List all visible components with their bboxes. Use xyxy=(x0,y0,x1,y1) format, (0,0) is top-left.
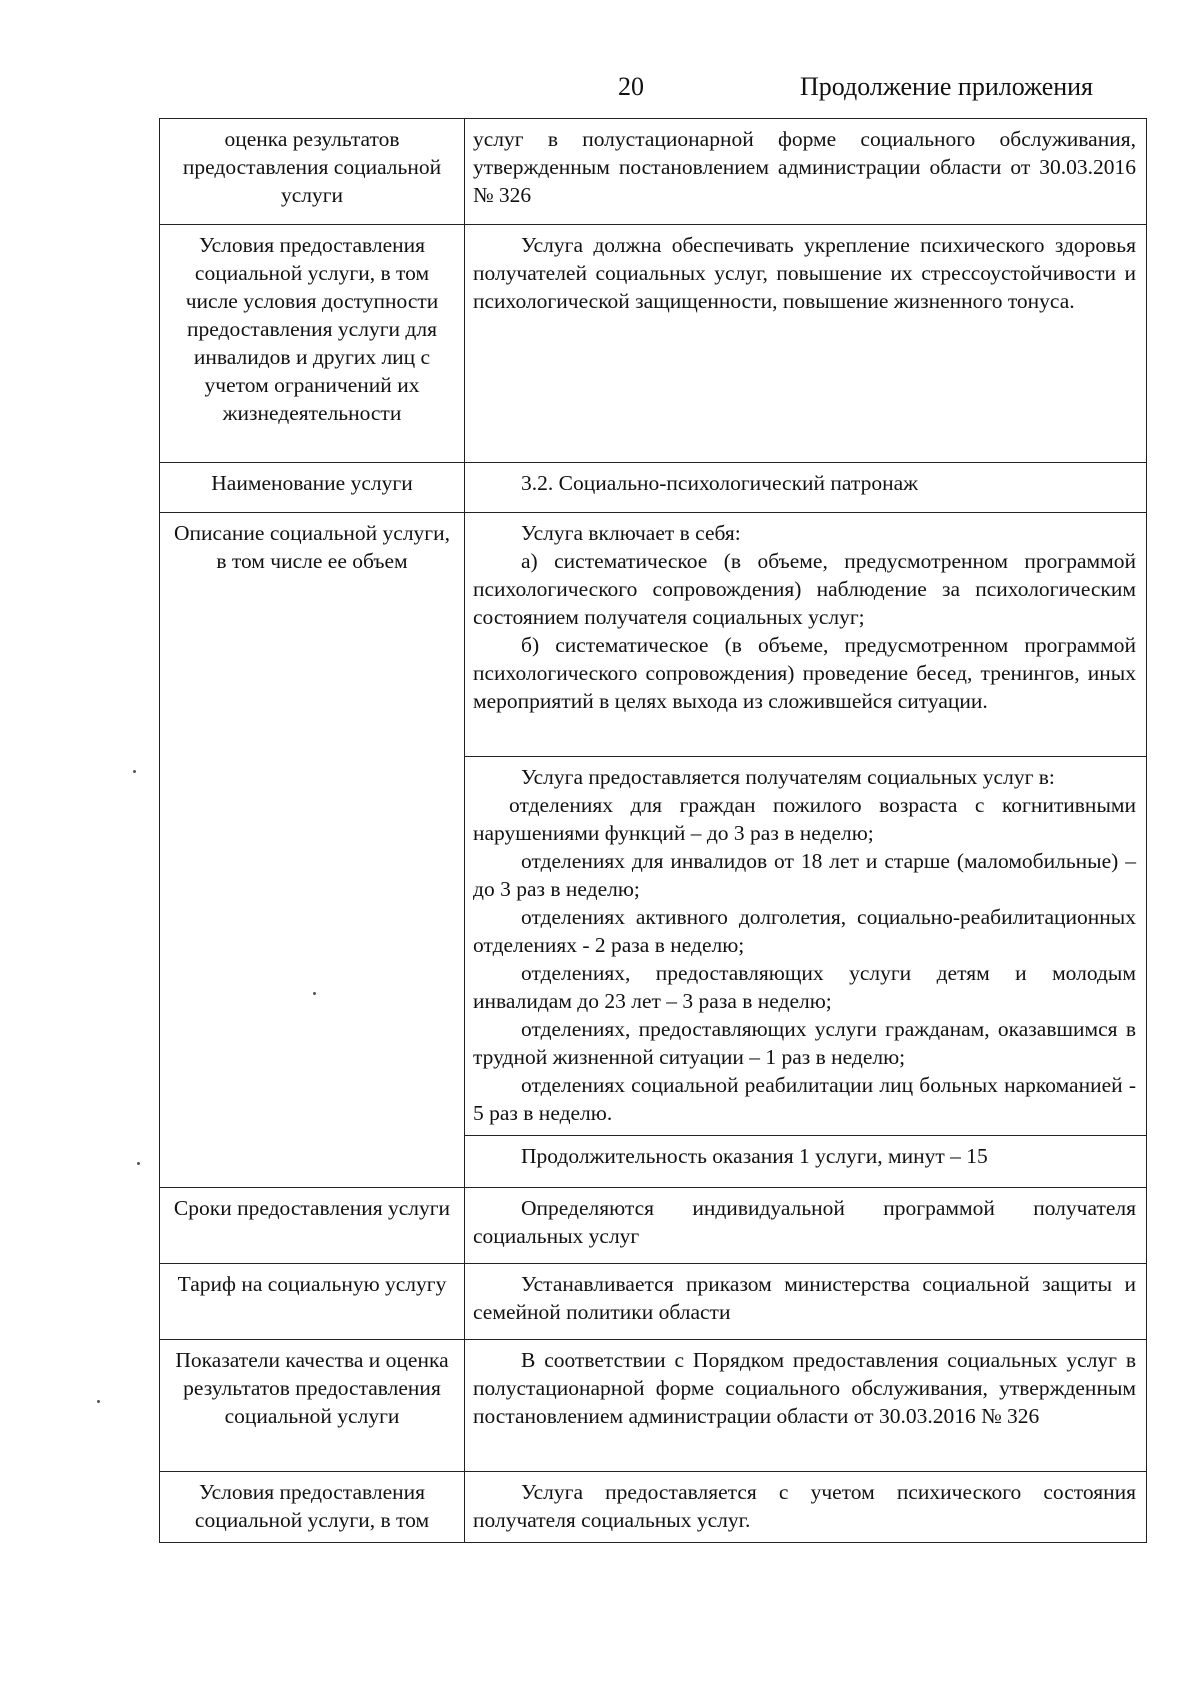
list-item: отделениях социальной реабилитации лиц больных наркоманией - 5 раз в неделю. xyxy=(473,1073,1136,1125)
table-row xyxy=(160,513,1147,757)
table-row xyxy=(160,1264,1147,1340)
paragraph: Услуга должна обеспечивать укрепление психического здоровья получателей социальных услуг, повышение их стрессоустойчивости и психологической защищенности, повышение жизненного тонуса. xyxy=(473,233,1136,313)
row-label: Условия предоставления социальной услуги, в том xyxy=(160,1472,465,1543)
table-row xyxy=(160,463,1147,513)
row-label xyxy=(160,513,465,1188)
row-content xyxy=(465,1188,1147,1264)
row-label-text: Описание социальной услуги, в том числе ее объем xyxy=(174,521,450,573)
continuation-label: Продолжение приложения xyxy=(800,72,1094,101)
row-label: Тариф на социальную услугу xyxy=(160,1264,465,1340)
row-content xyxy=(465,1340,1147,1472)
paragraph: Определяются индивидуальной программой получателя социальных услуг xyxy=(473,1196,1136,1248)
table-row xyxy=(160,1188,1147,1264)
paragraph: В соответствии с Порядком предоставления социальных услуг в полустационарной форме социального обслуживания, утвержденным постановлением администрации области от 30.03.2016 № 326 xyxy=(473,1348,1136,1428)
scan-speck xyxy=(137,1162,140,1165)
service-name: 3.2. Социально-психологический патронаж xyxy=(521,471,918,495)
row-label: Показатели качества и оценка результатов предоставления социальной услуги xyxy=(160,1340,465,1472)
table-row xyxy=(160,1340,1147,1472)
scan-speck xyxy=(313,992,316,995)
paragraph: услуг в полустационарной форме социального обслуживания, утвержденным постановлением администрации области от 30.03.2016 № 326 xyxy=(473,127,1136,207)
row-content xyxy=(465,1136,1147,1188)
row-label: Сроки предоставления услуги xyxy=(160,1188,465,1264)
paragraph: Продолжительность оказания 1 услуги, минут – 15 xyxy=(521,1144,988,1168)
list-item: отделениях для граждан пожилого возраста с когнитивными нарушениями функций – до 3 раз в неделю; xyxy=(473,793,1136,845)
row-label: оценка результатов предоставления социальной услуги xyxy=(160,119,465,225)
scan-speck xyxy=(97,1400,100,1403)
list-item: отделениях, предоставляющих услуги гражданам, оказавшимся в трудной жизненной ситуации – 1 раз в неделю; xyxy=(473,1017,1136,1069)
table-row xyxy=(160,225,1147,463)
paragraph: Услуга предоставляется с учетом психического состояния получателя социальных услуг. xyxy=(473,1480,1136,1532)
row-content xyxy=(465,1472,1147,1543)
row-content xyxy=(465,225,1147,463)
row-content xyxy=(465,1264,1147,1340)
table-row xyxy=(160,119,1147,225)
list-item: отделениях для инвалидов от 18 лет и старше (маломобильные) – до 3 раз в неделю; xyxy=(473,849,1136,901)
row-content xyxy=(465,463,1147,513)
row-label: Наименование услуги xyxy=(160,463,465,513)
paragraph: Услуга включает в себя: xyxy=(521,521,741,545)
list-item: б) систематическое (в объеме, предусмотренном программой психологического сопровождения) проведение бесед, тренингов, иных мероприятий в целях выхода из сложившейся ситуации. xyxy=(473,633,1136,713)
paragraph: Устанавливается приказом министерства социальной защиты и семейной политики области xyxy=(473,1272,1136,1324)
page-number: 20 xyxy=(618,72,644,101)
row-content xyxy=(465,513,1147,757)
paragraph: Услуга предоставляется получателям социальных услуг в: xyxy=(521,765,1055,789)
scan-speck xyxy=(133,770,136,773)
table-row xyxy=(160,1472,1147,1543)
services-table xyxy=(159,118,1147,1543)
list-item: отделениях, предоставляющих услуги детям и молодым инвалидам до 23 лет – 3 раза в неделю; xyxy=(473,961,1136,1013)
row-content xyxy=(465,119,1147,225)
row-label: Условия предоставления социальной услуги, в том числе условия доступности предоставления услуги для инвалидов и других лиц с учетом ограничений их жизнедеятельности xyxy=(160,225,465,463)
row-content xyxy=(465,757,1147,1136)
list-item: а) систематическое (в объеме, предусмотренном программой психологического сопровождения) наблюдение за психологическим состоянием получателя социальных услуг; xyxy=(473,549,1136,629)
list-item: отделениях активного долголетия, социально-реабилитационных отделениях - 2 раза в неделю; xyxy=(473,905,1136,957)
